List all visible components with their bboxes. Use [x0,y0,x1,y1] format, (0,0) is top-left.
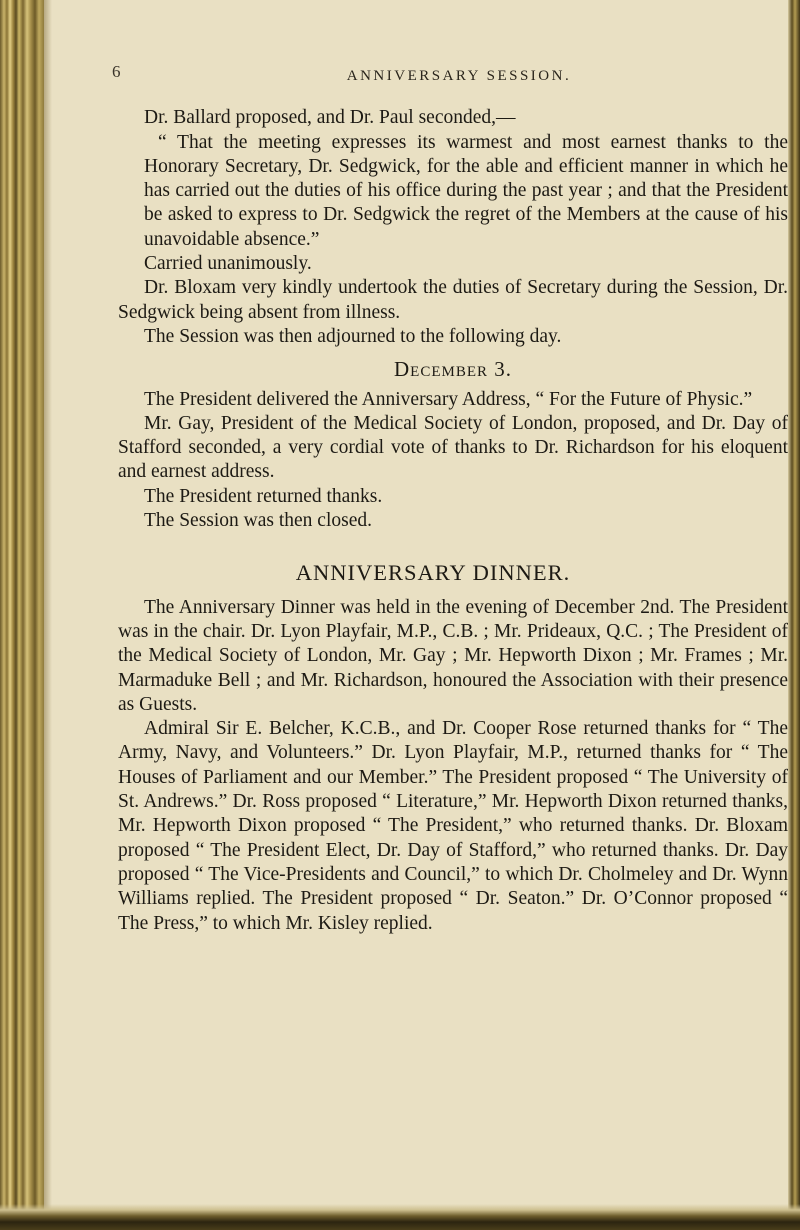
running-head: ANNIVERSARY SESSION. [346,68,572,84]
paragraph-resolution-quote: “ That the meeting expresses its warmest and most earnest thanks to the Honorary Secretary, Dr. Sedgwick, for the able and efficient manner in which he has carried out the duties of his office during the past year ; and that the President be asked to express to Dr. Sedgwick the regret of the Members at the cause of his unavoidable absence.” [144,131,788,250]
book-page [112,56,788,936]
paragraph-adjourned: The Session was then adjourned to the following day. [144,325,562,347]
page-number: 6 [112,62,121,81]
date-heading: December 3. [393,357,512,382]
book-edge-bottom [0,1204,800,1230]
paragraph-session-closed: The Session was then closed. [144,510,373,532]
paragraph-carried: Carried unanimously. [144,253,312,275]
paragraph-address: The President delivered the Anniversary Address, “ For the Future of Physic.” [144,388,753,410]
paragraph-vote-of-thanks: Mr. Gay, President of the Medical Society of London, proposed, and Dr. Day of Stafford seconded, a very cordial vote of thanks to Dr. Richardson for his eloquent and earnest address. [118,412,788,483]
book-binding-left [0,0,44,1230]
paragraph-ballard: Dr. Ballard proposed, and Dr. Paul seconded,— [144,107,516,129]
paragraph-dinner-toasts: Admiral Sir E. Belcher, K.C.B., and Dr. Cooper Rose returned thanks for “ The Army, Navy, and Volunteers.” Dr. Lyon Playfair, M.P., returned thanks for “ The Houses of Parliament and our Member.” The President proposed “ The University of St. Andrews.” Dr. Ross proposed “ Literature,” Mr. Hepworth Dixon returned thanks, Mr. Hepworth Dixon proposed “ The President,” who returned thanks. Dr. Bloxam proposed “ The President Elect, Dr. Day of Stafford,” who returned thanks. Dr. Day proposed “ The Vice-Presidents and Council,” to which Dr. Cholmeley and Dr. Wynn Williams replied. The President proposed “ Dr. Seaton.” Dr. O’Connor proposed “ The Press,” to which Mr. Kisley replied. [118,718,788,934]
book-binding-right [788,0,800,1230]
section-title-dinner: ANNIVERSARY DINNER. [295,560,571,586]
paragraph-dinner-guests: The Anniversary Dinner was held in the evening of December 2nd. The President was in the chair. Dr. Lyon Playfair, M.P., C.B. ; Mr. Prideaux, Q.C. ; The President of the Medical Society of London, Mr. Gay ; Mr. Hepworth Dixon ; Mr. Frames ; Mr. Marmaduke Bell ; and Mr. Richardson, honoured the Association with their presence as Guests. [118,596,788,715]
paragraph-bloxam-secretary: Dr. Bloxam very kindly undertook the duties of Secretary during the Session, Dr. Sedgwick being absent from illness. [118,277,788,323]
paragraph-president-thanks: The President returned thanks. [144,485,383,507]
